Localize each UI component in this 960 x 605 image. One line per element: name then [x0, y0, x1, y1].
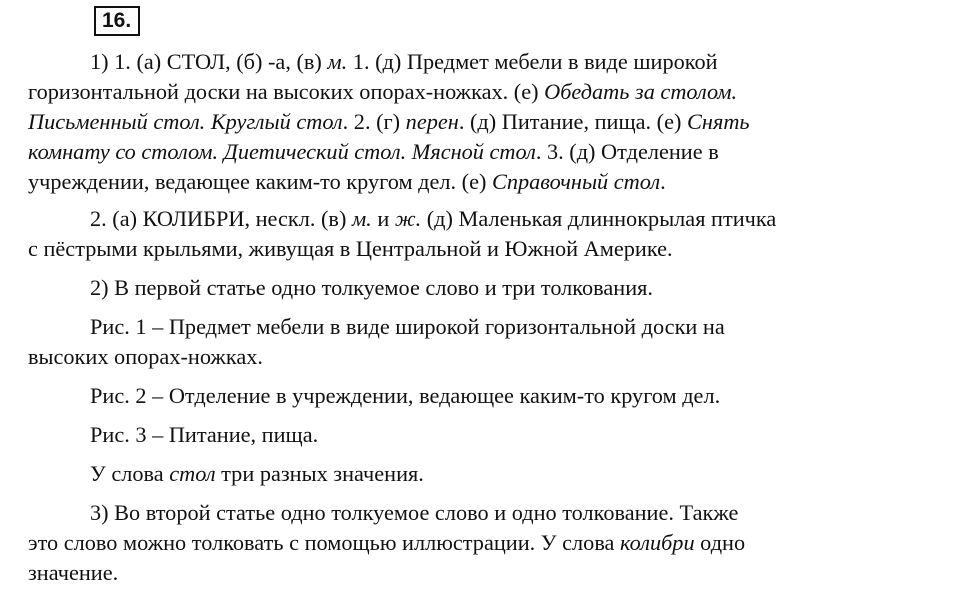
dictionary-entry-stol — [28, 47, 908, 197]
text-run: колибри — [620, 530, 695, 555]
text-run: (д) Маленькая длиннокрылая птичка — [421, 206, 777, 231]
text-run: 2. (а) КОЛИБРИ, нескл. (в) — [90, 206, 352, 231]
text-run: значение. — [28, 560, 119, 585]
text-run: учреждении, ведающее каким-то кругом дел. (е) — [28, 169, 492, 194]
document-body — [28, 47, 908, 588]
task-number: 16. — [102, 9, 132, 32]
text-run: с пёстрыми крыльями, живущая в Центральной и Южной Америке. — [28, 236, 673, 261]
text-run: Письменный стол. Круглый стол — [28, 109, 343, 134]
text-run: три разных значения. — [215, 461, 424, 486]
text-run: высоких опорах-ножках. — [28, 344, 263, 369]
text-run: Справочный стол — [491, 169, 661, 194]
text-run: м. — [351, 206, 372, 231]
text-run: это слово можно толковать с помощью иллюстрации. У слова — [28, 530, 621, 555]
answer-part-3 — [28, 498, 908, 588]
text-run: . 2. (г) — [342, 109, 406, 134]
task-number-box — [94, 6, 140, 36]
text-run: . (д) Питание, пища. (е) — [458, 109, 688, 134]
text-run: Рис. 1 – Предмет мебели в виде широкой горизонтальной доски на — [90, 314, 725, 339]
figure-caption-2: Рис. 2 – Отделение в учреждении, ведающее каким-то кругом дел. — [90, 383, 721, 408]
text-run: . 3. (д) Отделение в — [535, 139, 719, 164]
text-run: перен — [405, 109, 459, 134]
text-run: ж. — [394, 206, 422, 231]
text-run: горизонтальной доски на высоких опорах-ножках. (е) — [28, 79, 545, 104]
summary-line — [28, 459, 908, 489]
text-run: комнату со столом. Диетический стол. Мясной стол — [28, 139, 536, 164]
text-run: стол — [169, 461, 216, 486]
text-run: м. — [327, 49, 348, 74]
text-run: . — [660, 169, 666, 194]
text-run: и — [371, 206, 395, 231]
answer-part-2: 2) В первой статье одно толкуемое слово и три толкования. — [90, 275, 653, 300]
text-run: У слова — [90, 461, 170, 486]
text-run: 1) 1. (а) СТОЛ, (б) -а, (в) — [90, 49, 328, 74]
text-run: одно — [694, 530, 746, 555]
text-run: Обедать за столом. — [544, 79, 738, 104]
text-run: Снять — [687, 109, 750, 134]
figure-caption-3: Рис. 3 – Питание, пища. — [90, 422, 319, 447]
text-run: 3) Во второй статье одно толкуемое слово и одно толкование. Также — [90, 500, 739, 525]
text-run: 1. (д) Предмет мебели в виде широкой — [347, 49, 718, 74]
dictionary-entry-kolibri — [28, 204, 908, 264]
figure-caption-1 — [28, 312, 908, 372]
